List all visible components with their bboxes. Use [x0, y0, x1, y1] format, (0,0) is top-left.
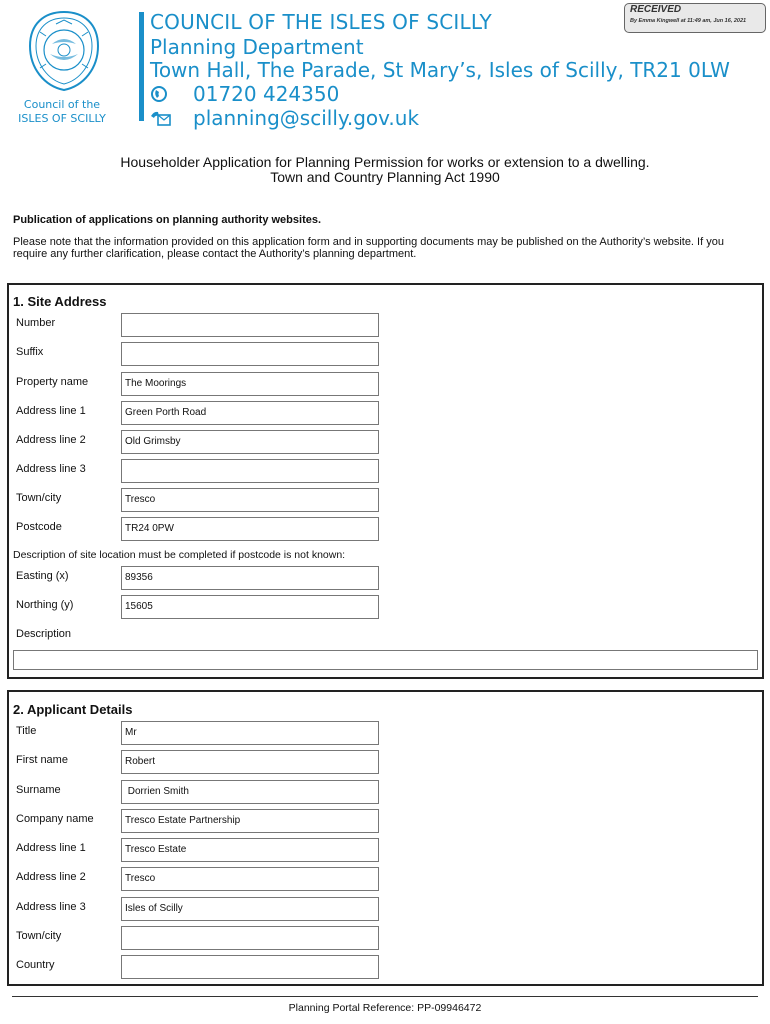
site-location-note: Description of site location must be completed if postcode is not known: — [13, 549, 346, 561]
field-label: Address line 3 — [16, 463, 86, 475]
field-label: Easting (x) — [16, 570, 69, 582]
section-title: 1. Site Address — [13, 294, 107, 309]
surname-field[interactable]: Dorrien Smith — [121, 780, 379, 804]
country-field[interactable] — [121, 955, 379, 979]
field-label: Description — [16, 628, 72, 640]
postcode-field[interactable]: TR24 0PW — [121, 517, 379, 541]
document-subtitle: Town and Country Planning Act 1990 — [270, 169, 500, 185]
applicant-address-line-3-field[interactable]: Isles of Scilly — [121, 897, 379, 921]
phone-number[interactable]: 01720 424350 — [193, 82, 340, 106]
applicant-address-line-1-field[interactable]: Tresco Estate — [121, 838, 379, 862]
field-label: Surname — [16, 784, 61, 796]
description-field[interactable] — [13, 650, 758, 670]
field-label: Suffix — [16, 346, 44, 358]
email-address[interactable]: planning@scilly.gov.uk — [193, 106, 420, 130]
address-line-2-field[interactable]: Old Grimsby — [121, 430, 379, 454]
field-label: Property name — [16, 376, 89, 388]
publication-heading: Publication of applications on planning authority websites. — [13, 214, 322, 226]
property-name-field[interactable]: The Moorings — [121, 372, 379, 396]
section-title: 2. Applicant Details — [13, 702, 133, 717]
first-name-field[interactable]: Robert — [121, 750, 379, 774]
field-label: Address line 2 — [16, 434, 86, 446]
phone-icon — [150, 84, 172, 104]
field-label: Number — [16, 317, 56, 329]
department-name: Planning Department — [150, 35, 364, 59]
field-label: Address line 1 — [16, 405, 86, 417]
council-address: Town Hall, The Parade, St Mary’s, Isles of Scilly, TR21 0LW — [150, 58, 730, 82]
council-title: COUNCIL OF THE ISLES OF SCILLY — [150, 10, 492, 34]
field-label: Northing (y) — [16, 599, 74, 611]
email-icon — [150, 108, 172, 128]
address-line-3-field[interactable] — [121, 459, 379, 483]
field-label: Address line 1 — [16, 842, 86, 854]
field-label: Country — [16, 959, 55, 971]
applicant-address-line-2-field[interactable]: Tresco — [121, 867, 379, 891]
council-subtitle-line1: Council of the — [23, 98, 101, 111]
field-label: Company name — [16, 813, 94, 825]
field-label: Postcode — [16, 521, 62, 533]
field-label: Town/city — [16, 492, 62, 504]
publication-notice: Please note that the information provided on this application form and in supporting documents may be published on the Authority’s website. If you require any further clarification, please contact the Authority’s planning department. — [13, 236, 724, 260]
company-name-field[interactable]: Tresco Estate Partnership — [121, 809, 379, 833]
applicant-title-field[interactable]: Mr — [121, 721, 379, 745]
field-label: First name — [16, 754, 68, 766]
field-label: Town/city — [16, 930, 62, 942]
field-label: Title — [16, 725, 37, 737]
council-seal-logo — [26, 10, 102, 92]
field-label: Address line 3 — [16, 901, 86, 913]
number-field[interactable] — [121, 313, 379, 337]
document-title: Householder Application for Planning Permission for works or extension to a dwelling. — [120, 154, 650, 170]
header-divider-bar — [139, 12, 144, 121]
suffix-field[interactable] — [121, 342, 379, 366]
field-label: Address line 2 — [16, 871, 86, 883]
footer-divider — [12, 996, 758, 997]
council-subtitle-line2: ISLES OF SCILLY — [18, 112, 106, 125]
planning-portal-reference: Planning Portal Reference: PP-09946472 — [288, 1002, 482, 1014]
address-line-1-field[interactable]: Green Porth Road — [121, 401, 379, 425]
received-stamp-text: By Emma Kingwell at 11:49 am, Jun 16, 2021 — [630, 18, 747, 24]
northing-field[interactable]: 15605 — [121, 595, 379, 619]
easting-field[interactable]: 89356 — [121, 566, 379, 590]
received-stamp-title: RECEIVED — [630, 4, 682, 15]
applicant-town-city-field[interactable] — [121, 926, 379, 950]
town-city-field[interactable]: Tresco — [121, 488, 379, 512]
